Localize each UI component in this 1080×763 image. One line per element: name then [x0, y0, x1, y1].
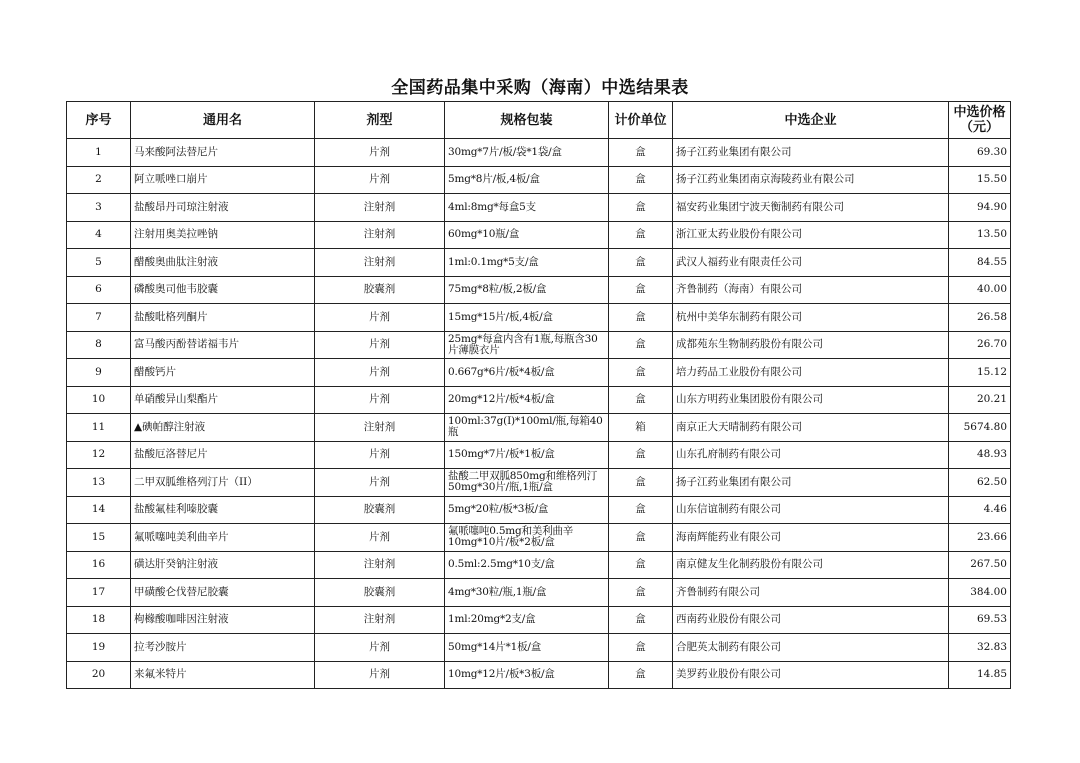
cell-company: 山东方明药业集团股份有限公司: [673, 386, 949, 414]
header-spec: 规格包装: [445, 102, 609, 139]
cell-form: 注射剂: [315, 606, 445, 634]
cell-company: 扬子江药业集团有限公司: [673, 469, 949, 497]
cell-unit: 盒: [609, 331, 673, 359]
cell-company: 扬子江药业集团南京海陵药业有限公司: [673, 166, 949, 194]
cell-price: 20.21: [949, 386, 1011, 414]
cell-form: 片剂: [315, 331, 445, 359]
table-row: [67, 249, 1011, 277]
cell-form: 片剂: [315, 469, 445, 497]
cell-price: 23.66: [949, 524, 1011, 552]
cell-spec: 4mg*30粒/瓶,1瓶/盒: [445, 579, 609, 607]
cell-spec: 100ml:37g(I)*100ml/瓶,每箱40瓶: [445, 414, 609, 442]
cell-name: 盐酸昂丹司琼注射液: [131, 194, 315, 222]
cell-name: 富马酸丙酚替诺福韦片: [131, 331, 315, 359]
cell-company: 合肥英太制药有限公司: [673, 634, 949, 662]
cell-unit: 盒: [609, 221, 673, 249]
cell-company: 西南药业股份有限公司: [673, 606, 949, 634]
cell-company: 齐鲁制药（海南）有限公司: [673, 276, 949, 304]
cell-no: 3: [67, 194, 131, 222]
table-row: [67, 276, 1011, 304]
cell-price: 26.58: [949, 304, 1011, 332]
cell-name: 氟哌噻吨美利曲辛片: [131, 524, 315, 552]
cell-form: 片剂: [315, 304, 445, 332]
cell-company: 福安药业集团宁波天衡制药有限公司: [673, 194, 949, 222]
cell-no: 12: [67, 441, 131, 469]
cell-unit: 盒: [609, 386, 673, 414]
cell-form: 片剂: [315, 524, 445, 552]
cell-name: 单硝酸异山梨酯片: [131, 386, 315, 414]
table-row: [67, 414, 1011, 442]
cell-spec: 150mg*7片/板*1板/盒: [445, 441, 609, 469]
table-row: [67, 221, 1011, 249]
header-form: 剂型: [315, 102, 445, 139]
cell-price: 69.53: [949, 606, 1011, 634]
cell-no: 7: [67, 304, 131, 332]
cell-no: 18: [67, 606, 131, 634]
cell-price: 4.46: [949, 496, 1011, 524]
cell-company: 培力药品工业股份有限公司: [673, 359, 949, 387]
cell-spec: 0.667g*6片/板*4板/盒: [445, 359, 609, 387]
cell-unit: 盒: [609, 194, 673, 222]
cell-spec: 盐酸二甲双胍850mg和维格列汀50mg*30片/瓶,1瓶/盒: [445, 469, 609, 497]
cell-company: 海南辉能药业有限公司: [673, 524, 949, 552]
cell-name: 枸橼酸咖啡因注射液: [131, 606, 315, 634]
results-table: [66, 101, 1011, 689]
cell-no: 13: [67, 469, 131, 497]
table-row: [67, 304, 1011, 332]
header-unit: 计价单位: [609, 102, 673, 139]
header-name: 通用名: [131, 102, 315, 139]
cell-unit: 盒: [609, 579, 673, 607]
cell-company: 山东信谊制药有限公司: [673, 496, 949, 524]
cell-spec: 1ml:0.1mg*5支/盒: [445, 249, 609, 277]
cell-no: 14: [67, 496, 131, 524]
cell-unit: 盒: [609, 139, 673, 167]
cell-name: 醋酸钙片: [131, 359, 315, 387]
cell-price: 15.50: [949, 166, 1011, 194]
table-row: [67, 496, 1011, 524]
cell-form: 片剂: [315, 386, 445, 414]
cell-price: 69.30: [949, 139, 1011, 167]
cell-unit: 盒: [609, 661, 673, 689]
cell-no: 5: [67, 249, 131, 277]
cell-spec: 4ml:8mg*每盒5支: [445, 194, 609, 222]
cell-no: 10: [67, 386, 131, 414]
cell-name: 拉考沙胺片: [131, 634, 315, 662]
cell-price: 40.00: [949, 276, 1011, 304]
cell-unit: 盒: [609, 634, 673, 662]
header-row: [67, 102, 1011, 139]
cell-name: 磷酸奥司他韦胶囊: [131, 276, 315, 304]
table-row: [67, 386, 1011, 414]
cell-form: 片剂: [315, 359, 445, 387]
cell-price: 14.85: [949, 661, 1011, 689]
cell-spec: 0.5ml:2.5mg*10支/盒: [445, 551, 609, 579]
cell-price: 5674.80: [949, 414, 1011, 442]
cell-name: 阿立哌唑口崩片: [131, 166, 315, 194]
cell-no: 16: [67, 551, 131, 579]
cell-unit: 盒: [609, 304, 673, 332]
cell-unit: 盒: [609, 166, 673, 194]
cell-unit: 盒: [609, 249, 673, 277]
cell-unit: 盒: [609, 469, 673, 497]
table-row: [67, 166, 1011, 194]
cell-company: 美罗药业股份有限公司: [673, 661, 949, 689]
cell-name: 二甲双胍维格列汀片（II）: [131, 469, 315, 497]
cell-spec: 10mg*12片/板*3板/盒: [445, 661, 609, 689]
cell-unit: 盒: [609, 359, 673, 387]
cell-name: 来氟米特片: [131, 661, 315, 689]
table-row: [67, 524, 1011, 552]
cell-spec: 1ml:20mg*2支/盒: [445, 606, 609, 634]
cell-form: 注射剂: [315, 551, 445, 579]
cell-no: 9: [67, 359, 131, 387]
cell-spec: 5mg*8片/板,4板/盒: [445, 166, 609, 194]
cell-price: 15.12: [949, 359, 1011, 387]
cell-no: 15: [67, 524, 131, 552]
cell-price: 384.00: [949, 579, 1011, 607]
cell-price: 32.83: [949, 634, 1011, 662]
cell-name: 马来酸阿法替尼片: [131, 139, 315, 167]
cell-unit: 盒: [609, 496, 673, 524]
cell-name: 盐酸厄洛替尼片: [131, 441, 315, 469]
cell-unit: 箱: [609, 414, 673, 442]
cell-company: 山东孔府制药有限公司: [673, 441, 949, 469]
cell-form: 片剂: [315, 166, 445, 194]
cell-spec: 60mg*10瓶/盒: [445, 221, 609, 249]
table-row: [67, 606, 1011, 634]
cell-form: 片剂: [315, 634, 445, 662]
cell-spec: 15mg*15片/板,4板/盒: [445, 304, 609, 332]
table-row: [67, 579, 1011, 607]
table-row: [67, 359, 1011, 387]
cell-name: 注射用奥美拉唑钠: [131, 221, 315, 249]
cell-form: 片剂: [315, 441, 445, 469]
cell-company: 南京健友生化制药股份有限公司: [673, 551, 949, 579]
table-row: [67, 139, 1011, 167]
cell-no: 2: [67, 166, 131, 194]
table-row: [67, 661, 1011, 689]
cell-name: 盐酸吡格列酮片: [131, 304, 315, 332]
cell-price: 26.70: [949, 331, 1011, 359]
cell-price: 13.50: [949, 221, 1011, 249]
table-row: [67, 469, 1011, 497]
cell-form: 注射剂: [315, 221, 445, 249]
cell-company: 扬子江药业集团有限公司: [673, 139, 949, 167]
cell-name: 磺达肝癸钠注射液: [131, 551, 315, 579]
cell-price: 84.55: [949, 249, 1011, 277]
cell-name: ▲碘帕醇注射液: [131, 414, 315, 442]
cell-name: 甲磺酸仑伐替尼胶囊: [131, 579, 315, 607]
table-row: [67, 331, 1011, 359]
cell-price: 62.50: [949, 469, 1011, 497]
cell-company: 成都苑东生物制药股份有限公司: [673, 331, 949, 359]
cell-no: 6: [67, 276, 131, 304]
cell-spec: 20mg*12片/板*4板/盒: [445, 386, 609, 414]
cell-spec: 5mg*20粒/板*3板/盒: [445, 496, 609, 524]
table-row: [67, 551, 1011, 579]
cell-unit: 盒: [609, 441, 673, 469]
cell-form: 片剂: [315, 139, 445, 167]
cell-unit: 盒: [609, 606, 673, 634]
cell-price: 48.93: [949, 441, 1011, 469]
header-company: 中选企业: [673, 102, 949, 139]
cell-form: 注射剂: [315, 194, 445, 222]
table-row: [67, 634, 1011, 662]
cell-no: 19: [67, 634, 131, 662]
cell-company: 齐鲁制药有限公司: [673, 579, 949, 607]
cell-spec: 25mg*每盒内含有1瓶,每瓶含30片薄膜衣片: [445, 331, 609, 359]
cell-name: 醋酸奥曲肽注射液: [131, 249, 315, 277]
cell-company: 南京正大天晴制药有限公司: [673, 414, 949, 442]
cell-no: 8: [67, 331, 131, 359]
cell-form: 片剂: [315, 661, 445, 689]
cell-company: 浙江亚太药业股份有限公司: [673, 221, 949, 249]
cell-price: 267.50: [949, 551, 1011, 579]
cell-no: 20: [67, 661, 131, 689]
cell-no: 4: [67, 221, 131, 249]
cell-unit: 盒: [609, 276, 673, 304]
cell-unit: 盒: [609, 551, 673, 579]
header-price: 中选价格（元）: [949, 102, 1011, 139]
cell-no: 17: [67, 579, 131, 607]
cell-no: 11: [67, 414, 131, 442]
cell-no: 1: [67, 139, 131, 167]
table-row: [67, 441, 1011, 469]
cell-spec: 50mg*14片*1板/盒: [445, 634, 609, 662]
cell-name: 盐酸氟桂利嗪胶囊: [131, 496, 315, 524]
cell-form: 胶囊剂: [315, 496, 445, 524]
page-title: 全国药品集中采购（海南）中选结果表: [391, 78, 689, 98]
cell-form: 胶囊剂: [315, 579, 445, 607]
cell-spec: 30mg*7片/板/袋*1袋/盒: [445, 139, 609, 167]
cell-spec: 氟哌噻吨0.5mg和美利曲辛10mg*10片/板*2板/盒: [445, 524, 609, 552]
cell-form: 胶囊剂: [315, 276, 445, 304]
cell-spec: 75mg*8粒/板,2板/盒: [445, 276, 609, 304]
cell-form: 注射剂: [315, 414, 445, 442]
cell-company: 武汉人福药业有限责任公司: [673, 249, 949, 277]
cell-price: 94.90: [949, 194, 1011, 222]
header-no: 序号: [67, 102, 131, 139]
cell-form: 注射剂: [315, 249, 445, 277]
table-row: [67, 194, 1011, 222]
cell-company: 杭州中美华东制药有限公司: [673, 304, 949, 332]
cell-unit: 盒: [609, 524, 673, 552]
